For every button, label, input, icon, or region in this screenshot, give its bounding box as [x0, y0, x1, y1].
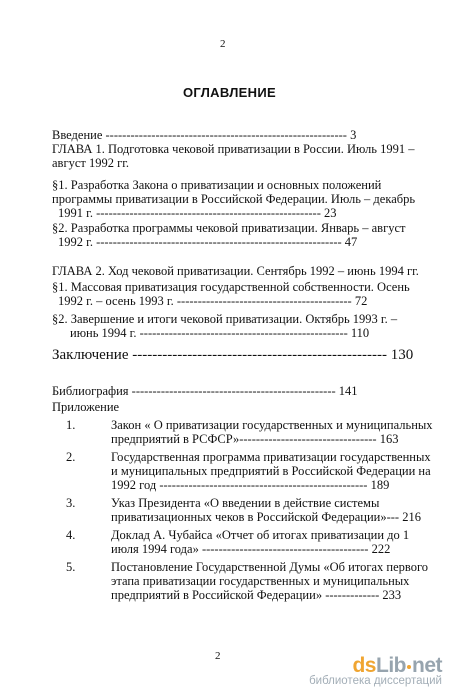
toc-line: август 1992 гг.: [52, 156, 130, 170]
page-number-top: 2: [220, 38, 226, 50]
logo-dot-icon: [407, 665, 411, 669]
toc-line: Заключение --------------------------------------------------- 130: [52, 347, 414, 363]
toc-heading: ОГЛАВЛЕНИЕ: [183, 85, 276, 100]
list-number: 5.: [66, 560, 76, 574]
watermark-subtitle: библиотека диссертаций: [309, 675, 442, 687]
toc-line: Закон « О приватизации государственных и муниципальных: [111, 418, 433, 432]
toc-line: ГЛАВА 2. Ход чековой приватизации. Сентябрь 1992 – июнь 1994 гг.: [52, 264, 419, 278]
toc-line: предприятий в Российской Федерации» ------------- 233: [111, 588, 402, 602]
list-number: 4.: [66, 528, 76, 542]
logo-net-text: net: [412, 654, 442, 677]
toc-line: Введение ---------------------------------------------------------- 3: [52, 128, 357, 142]
list-number: 1.: [66, 418, 76, 432]
toc-line: предприятий в РСФСР»--------------------------------- 163: [111, 432, 399, 446]
toc-line: приватизационных чеков в Российской Федерации»--- 216: [111, 510, 421, 524]
list-number: 2.: [66, 450, 76, 464]
toc-line: ГЛАВА 1. Подготовка чековой приватизации в России. Июль 1991 –: [52, 142, 415, 156]
toc-line: этапа приватизации государственных и муниципальных: [111, 574, 410, 588]
toc-line: и муниципальных предприятий в Российской Федерации на: [111, 464, 431, 478]
toc-line: Библиография ------------------------------------------------- 141: [52, 384, 358, 398]
toc-line: Доклад А. Чубайса «Отчет об итогах приватизации до 1: [111, 528, 410, 542]
list-number: 3.: [66, 496, 76, 510]
logo-lib-text: Lib: [376, 654, 406, 677]
page-number-bottom: 2: [215, 650, 221, 662]
toc-line: 1992 г. ----------------------------------------------------------- 47: [58, 235, 358, 249]
toc-line: 1991 г. ------------------------------------------------------ 23: [58, 206, 337, 220]
toc-line: §1. Разработка Закона о приватизации и основных положений: [52, 178, 382, 192]
toc-line: Государственная программа приватизации государственных: [111, 450, 431, 464]
toc-line: Указ Президента «О введении в действие системы: [111, 496, 380, 510]
toc-line: 1992 год -------------------------------------------------- 189: [111, 478, 390, 492]
watermark: [309, 654, 442, 687]
toc-line: июля 1994 года» ---------------------------------------- 222: [111, 542, 391, 556]
toc-line: Приложение: [52, 400, 120, 414]
toc-line: 1992 г. – осень 1993 г. ------------------------------------------ 72: [58, 294, 368, 308]
toc-line: программы приватизации в Российской Федерации. Июль – декабрь: [52, 192, 416, 206]
toc-line: Постановление Государственной Думы «Об итогах первого: [111, 560, 429, 574]
toc-line: §1. Массовая приватизация государственной собственности. Осень: [52, 280, 410, 294]
toc-line: июнь 1994 г. -------------------------------------------------- 110: [70, 326, 370, 340]
toc-line: §2. Завершение и итоги чековой приватизации. Октябрь 1993 г. –: [52, 312, 398, 326]
toc-line: §2. Разработка программы чековой приватизации. Январь – август: [52, 221, 406, 235]
logo-ds-text: ds: [352, 654, 376, 677]
